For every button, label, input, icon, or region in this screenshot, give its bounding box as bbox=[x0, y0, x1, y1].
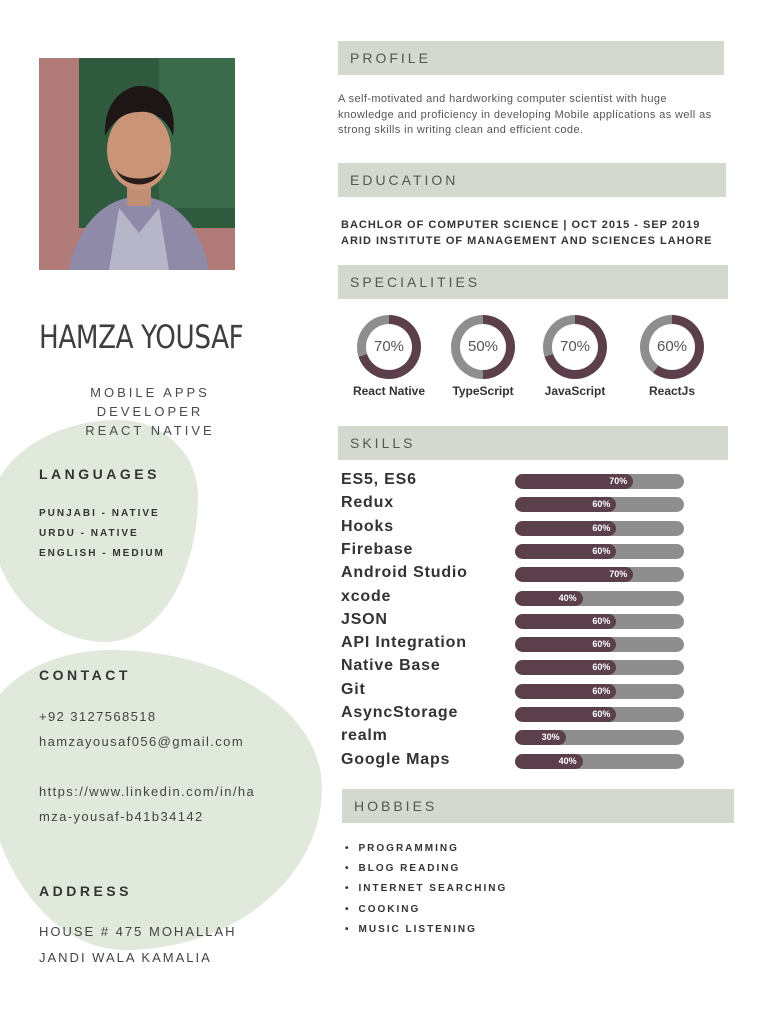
skill-bar-track bbox=[515, 521, 684, 536]
address-line2: JANDI WALA KAMALIA bbox=[39, 950, 212, 965]
skill-percent: 60% bbox=[592, 639, 611, 650]
hobby-item: • BLOG READING bbox=[345, 863, 460, 874]
skill-bar-fill bbox=[515, 754, 583, 769]
skill-bar-fill bbox=[515, 591, 583, 606]
job-title bbox=[39, 383, 261, 440]
skill-name: JSON bbox=[341, 610, 388, 628]
speciality-label: TypeScript bbox=[452, 384, 514, 398]
speciality-ring bbox=[543, 315, 607, 379]
profile-summary: A self-motivated and hardworking computer scientist with huge knowledge and proficiency in developing Mobile applications as well as strong skills in writing clean and efficient code. bbox=[338, 93, 712, 136]
address-heading: ADDRESS bbox=[39, 883, 132, 899]
specialities-section-title: SPECIALITIES bbox=[350, 274, 481, 290]
education-degree: BACHLOR OF COMPUTER SCIENCE | OCT 2015 - SEP 2019 bbox=[341, 219, 701, 231]
skill-percent: 60% bbox=[592, 545, 611, 556]
speciality-label: JavaScript bbox=[544, 384, 606, 398]
speciality-ring bbox=[357, 315, 421, 379]
speciality-percent: 70% bbox=[552, 324, 598, 370]
skill-bar-track bbox=[515, 591, 684, 606]
language-item: URDU - NATIVE bbox=[39, 528, 139, 539]
skill-bar-fill bbox=[515, 497, 616, 512]
skill-bar-fill bbox=[515, 567, 633, 582]
skill-percent: 70% bbox=[609, 476, 628, 486]
skill-bar-fill bbox=[515, 637, 616, 652]
skill-name: Android Studio bbox=[341, 564, 468, 582]
skill-name: xcode bbox=[341, 587, 392, 605]
skill-name: Native Base bbox=[341, 657, 441, 675]
email-address[interactable]: hamzayousaf056@gmail.com bbox=[39, 734, 245, 749]
profile-section-title: PROFILE bbox=[350, 50, 431, 66]
specialities-section-bar bbox=[338, 265, 728, 299]
skill-name: realm bbox=[341, 727, 388, 745]
speciality-percent: 60% bbox=[649, 324, 695, 370]
skill-bar-fill bbox=[515, 707, 616, 722]
skill-bar-fill bbox=[515, 684, 616, 699]
speciality-item bbox=[438, 315, 528, 398]
speciality-ring bbox=[640, 315, 704, 379]
skill-bar-track bbox=[515, 497, 684, 512]
contact-heading: CONTACT bbox=[39, 667, 131, 683]
skill-bar-track bbox=[515, 730, 684, 745]
skill-bar-fill bbox=[515, 544, 616, 559]
skill-percent: 60% bbox=[592, 709, 611, 719]
skill-bar-track bbox=[515, 474, 684, 489]
contact-blob bbox=[0, 650, 322, 950]
skill-bar-track bbox=[515, 754, 684, 769]
speciality-ring bbox=[451, 315, 515, 379]
skill-percent: 60% bbox=[592, 499, 611, 510]
skill-percent: 70% bbox=[609, 569, 628, 580]
skill-percent: 60% bbox=[592, 615, 611, 626]
speciality-item bbox=[344, 315, 434, 398]
skills-section-bar bbox=[338, 426, 728, 460]
profile-section-bar bbox=[338, 41, 724, 75]
skill-bar-fill bbox=[515, 474, 633, 489]
hobby-item: • PROGRAMMING bbox=[345, 843, 459, 854]
speciality-item bbox=[530, 315, 620, 398]
skill-bar-fill bbox=[515, 521, 616, 536]
skill-bar-fill bbox=[515, 614, 616, 629]
skill-bar-track bbox=[515, 544, 684, 559]
job-title-line2: REACT NATIVE bbox=[85, 423, 215, 438]
education-section-title: EDUCATION bbox=[350, 172, 459, 188]
hobby-item: • INTERNET SEARCHING bbox=[345, 883, 507, 894]
skills-section-title: SKILLS bbox=[350, 435, 416, 451]
skill-percent: 40% bbox=[558, 592, 577, 603]
hobby-item: • MUSIC LISTENING bbox=[345, 924, 477, 935]
profile-photo bbox=[39, 58, 235, 270]
skill-bar-track bbox=[515, 707, 684, 722]
skill-percent: 40% bbox=[558, 755, 577, 766]
languages-heading: LANGUAGES bbox=[39, 466, 160, 482]
skill-bar-track bbox=[515, 684, 684, 699]
speciality-label: ReactJs bbox=[648, 384, 696, 398]
skill-name: Google Maps bbox=[341, 750, 451, 768]
person-name: HAMZA YOUSAF bbox=[39, 318, 244, 356]
skill-bar-track bbox=[515, 637, 684, 652]
hobbies-section-bar bbox=[342, 789, 734, 823]
hobbies-section-title: HOBBIES bbox=[354, 798, 438, 814]
skill-bar-fill bbox=[515, 730, 566, 745]
skill-bar-track bbox=[515, 614, 684, 629]
skill-name: API Integration bbox=[341, 634, 467, 652]
skill-percent: 60% bbox=[592, 662, 611, 673]
linkedin-url-line1[interactable]: https://www.linkedin.com/in/ha bbox=[39, 784, 256, 799]
speciality-percent: 50% bbox=[460, 324, 506, 370]
skill-name: Hooks bbox=[341, 517, 394, 535]
speciality-percent: 70% bbox=[366, 324, 412, 370]
skill-bar-track bbox=[515, 567, 684, 582]
skill-name: Redux bbox=[341, 494, 394, 512]
education-institute: ARID INSTITUTE OF MANAGEMENT AND SCIENCES LAHORE bbox=[341, 235, 713, 247]
linkedin-url-line2[interactable]: mza-yousaf-b41b34142 bbox=[39, 809, 204, 824]
job-title-line1: MOBILE APPS DEVELOPER bbox=[90, 385, 210, 419]
skill-name: Git bbox=[341, 680, 366, 698]
skill-percent: 30% bbox=[541, 732, 560, 743]
language-item: ENGLISH - MEDIUM bbox=[39, 548, 165, 559]
speciality-item bbox=[627, 315, 717, 398]
education-section-bar bbox=[338, 163, 726, 197]
speciality-label: React Native bbox=[352, 384, 426, 398]
phone-number: +92 3127568518 bbox=[39, 709, 157, 724]
skill-name: ES5, ES6 bbox=[341, 471, 417, 488]
skill-percent: 60% bbox=[592, 685, 611, 696]
language-item: PUNJABI - NATIVE bbox=[39, 508, 160, 519]
skill-name: AsyncStorage bbox=[341, 704, 459, 721]
skill-bar-track bbox=[515, 660, 684, 675]
skill-percent: 60% bbox=[592, 522, 611, 533]
skill-bar-fill bbox=[515, 660, 616, 675]
hobby-item: • COOKING bbox=[345, 904, 420, 915]
skill-name: Firebase bbox=[341, 540, 414, 558]
address-line1: HOUSE # 475 MOHALLAH bbox=[39, 924, 237, 939]
